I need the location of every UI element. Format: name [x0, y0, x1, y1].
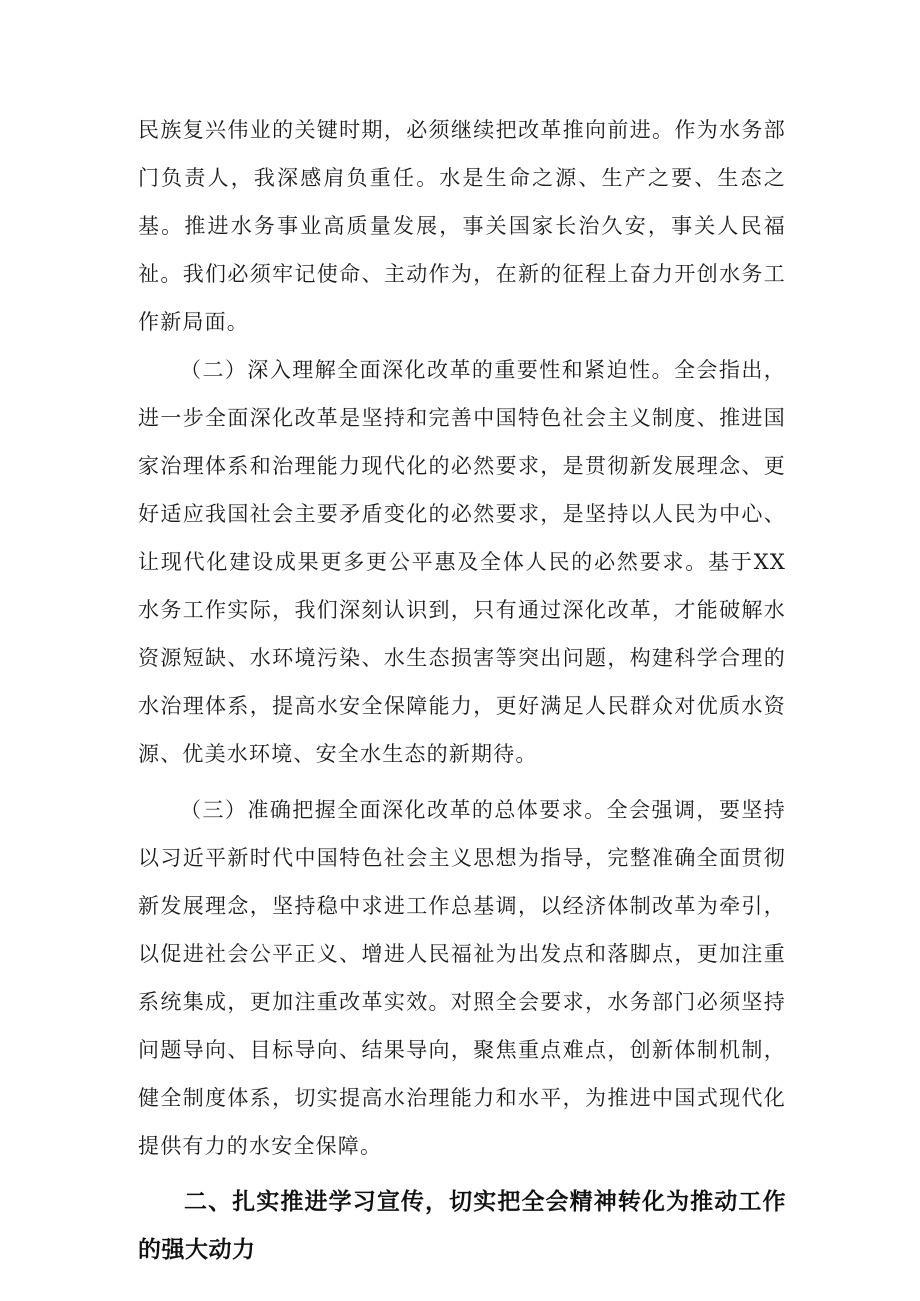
paragraph-section-3: （三）准确把握全面深化改革的总体要求。全会强调，要坚持以习近平新时代中国特色社会主义思想为指导，完整准确全面贯彻新发展理念，坚持稳中求进工作总基调，以经济体制改革为牵引，以促进社会公平正义、增进人民福祉为出发点和落脚点，更加注重系统集成，更加注重改革实效。对照全会要求，水务部门必须坚持问题导向、目标导向、结果导向，聚焦重点难点，创新体制机制，健全制度体系，切实提高水治理能力和水平，为推进中国式现代化提供有力的水安全保障。 — [138, 798, 786, 1158]
heading-spacer — [138, 1170, 786, 1178]
paragraph-section-2: （二）深入理解全面深化改革的重要性和紧迫性。全会指出，进一步全面深化改革是坚持和完善中国特色社会主义制度、推进国家治理体系和治理能力现代化的必然要求，是贯彻新发展理念、更好适应我国社会主要矛盾变化的必然要求，是坚持以人民为中心、让现代化建设成果更多更公平惠及全体人民的必然要求。基于XX水务工作实际，我们深刻认识到，只有通过深化改革，才能破解水资源短缺、水环境污染、水生态损害等突出问题，构建科学合理的水治理体系，提高水安全保障能力，更好满足人民群众对优质水资源、优美水环境、安全水生态的新期待。 — [138, 358, 786, 766]
paragraph-spacer — [138, 778, 786, 786]
paragraph-continued: 民族复兴伟业的关键时期，必须继续把改革推向前进。作为水务部门负责人，我深感肩负重任。水是生命之源、生产之要、生态之基。推进水务事业高质量发展，事关国家长治久安，事关人民福祉。我们必须牢记使命、主动作为，在新的征程上奋力开创水务工作新局面。 — [138, 118, 786, 334]
document-body — [138, 106, 786, 1274]
section-heading: 二、扎实推进学习宣传，切实把全会精神转化为推动工作的强大动力 — [138, 1189, 786, 1263]
